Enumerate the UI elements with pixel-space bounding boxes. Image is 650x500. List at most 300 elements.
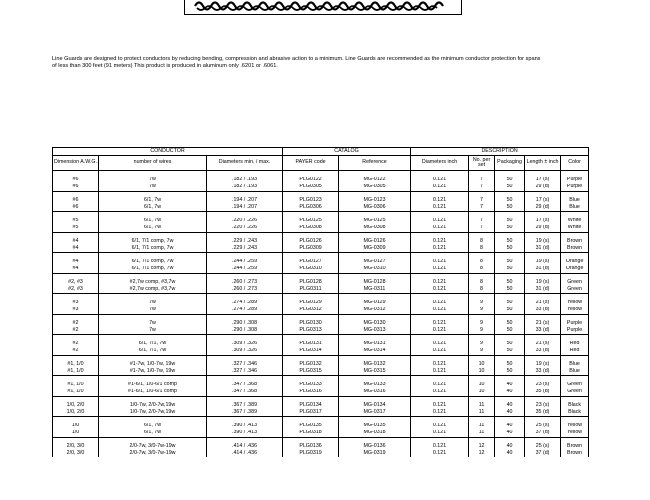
- table-cell: 10: [469, 382, 495, 389]
- table-cell: 1/0, 2/0: [53, 402, 99, 409]
- table-cell: Blue: [561, 368, 589, 376]
- column-header-diameter-inch: Diameters inch: [411, 156, 469, 171]
- table-cell: #6: [53, 197, 99, 204]
- table-cell: #2: [53, 327, 99, 335]
- table-row: [53, 382, 589, 389]
- table-cell: 7: [469, 184, 495, 192]
- table-cell: PLG0122: [283, 177, 339, 184]
- table-cell: Purple: [561, 177, 589, 184]
- table-cell: 50: [495, 341, 525, 348]
- table-cell: PLG0316: [283, 389, 339, 397]
- table-cell: 29 (d): [525, 225, 561, 233]
- table-cell: .290 / .308: [207, 327, 283, 335]
- table-row: [53, 348, 589, 356]
- table-cell: 6/1, 7/1 comp, 7w: [99, 238, 207, 245]
- table-cell: #3: [53, 307, 99, 315]
- table-cell: MG-0125: [339, 218, 411, 225]
- table-cell: 8: [469, 286, 495, 294]
- table-cell: MG-0316: [339, 389, 411, 397]
- column-header-diameters: Diameters min. / max.: [207, 156, 283, 171]
- table-cell: MG-0308: [339, 225, 411, 233]
- table-cell: Purple: [561, 320, 589, 327]
- table-row: [53, 423, 589, 430]
- table-cell: 0.121: [411, 204, 469, 212]
- table-cell: 0.121: [411, 430, 469, 438]
- table-cell: #6: [53, 204, 99, 212]
- table-cell: Green: [561, 286, 589, 294]
- table-cell: 31 (d): [525, 245, 561, 253]
- table-cell: 0.121: [411, 450, 469, 457]
- table-row: [53, 177, 589, 184]
- table-cell: 0.121: [411, 259, 469, 266]
- table-cell: MG-0129: [339, 300, 411, 307]
- table-cell: PLG0123: [283, 197, 339, 204]
- table-cell: MG-0314: [339, 348, 411, 356]
- table-cell: MG-0319: [339, 450, 411, 457]
- table-cell: Red: [561, 348, 589, 356]
- table-cell: #5: [53, 225, 99, 233]
- table-cell: Black: [561, 409, 589, 417]
- table-cell: 50: [495, 307, 525, 315]
- table-cell: MG-0315: [339, 368, 411, 376]
- table-cell: .220 / .226: [207, 218, 283, 225]
- table-cell: .327 / .346: [207, 368, 283, 376]
- table-cell: Yellow: [561, 430, 589, 438]
- table-cell: PLG0126: [283, 238, 339, 245]
- table-cell: 0.121: [411, 348, 469, 356]
- table-row: [53, 430, 589, 438]
- table-cell: 9: [469, 307, 495, 315]
- table-cell: 0.121: [411, 423, 469, 430]
- table-cell: 0.121: [411, 245, 469, 253]
- table-cell: PLG0313: [283, 327, 339, 335]
- table-cell: 10: [469, 361, 495, 368]
- table-cell: 12: [469, 443, 495, 450]
- table-cell: 8: [469, 279, 495, 286]
- table-cell: MG-0134: [339, 402, 411, 409]
- table-row: [53, 279, 589, 286]
- group-header-catalog: CATALOG: [283, 148, 411, 156]
- table-cell: 0.121: [411, 443, 469, 450]
- table-cell: PLG0319: [283, 450, 339, 457]
- table-cell: 50: [495, 218, 525, 225]
- table-row: [53, 409, 589, 417]
- table-cell: MG-0305: [339, 184, 411, 192]
- table-cell: MG-0123: [339, 197, 411, 204]
- table-cell: 6/1, 7w: [99, 197, 207, 204]
- column-header-wires: number of wires: [99, 156, 207, 171]
- table-cell: PLG0311: [283, 286, 339, 294]
- table-cell: 6/1, 7/1, 7w: [99, 348, 207, 356]
- table-cell: 8: [469, 259, 495, 266]
- table-cell: .244 / .259: [207, 259, 283, 266]
- table-cell: 35 (d): [525, 409, 561, 417]
- table-cell: MG-0310: [339, 266, 411, 274]
- table-cell: 1/0, 2/0: [53, 409, 99, 417]
- table-cell: PLG0136: [283, 443, 339, 450]
- table-cell: MG-0309: [339, 245, 411, 253]
- intro-paragraph: [52, 56, 600, 70]
- table-row: [53, 327, 589, 335]
- table-cell: Yellow: [561, 423, 589, 430]
- table-cell: 6/1, 7w: [99, 430, 207, 438]
- table-row: [53, 225, 589, 233]
- table-row: [53, 204, 589, 212]
- table-cell: MG-0133: [339, 382, 411, 389]
- table-cell: 11: [469, 409, 495, 417]
- column-header-color: Color: [561, 156, 589, 171]
- table-cell: Red: [561, 341, 589, 348]
- table-cell: 17 (s): [525, 218, 561, 225]
- table-cell: 6/1, 7/1, 7w: [99, 341, 207, 348]
- table-cell: 1/0: [53, 423, 99, 430]
- table-cell: #1, 1/0: [53, 368, 99, 376]
- table-row: [53, 341, 589, 348]
- table-cell: 7w: [99, 177, 207, 184]
- table-cell: #3: [53, 300, 99, 307]
- table-cell: .290 / .308: [207, 320, 283, 327]
- table-cell: 11: [469, 430, 495, 438]
- table-cell: .220 / .226: [207, 225, 283, 233]
- table-row: [53, 402, 589, 409]
- table-cell: 50: [495, 177, 525, 184]
- table-cell: PLG0127: [283, 259, 339, 266]
- table-cell: Orange: [561, 259, 589, 266]
- table-cell: 11: [469, 423, 495, 430]
- table-cell: 1/0-7w, 2/0-7w,19w: [99, 409, 207, 417]
- table-cell: 9: [469, 300, 495, 307]
- column-header-reference: Reference: [339, 156, 411, 171]
- table-cell: 40: [495, 402, 525, 409]
- table-cell: 0.121: [411, 402, 469, 409]
- table-cell: PLG0306: [283, 204, 339, 212]
- table-cell: PLG0309: [283, 245, 339, 253]
- table-cell: 0.121: [411, 409, 469, 417]
- table-row: [53, 259, 589, 266]
- table-cell: MG-0306: [339, 204, 411, 212]
- table-row: [53, 368, 589, 376]
- table-cell: 33 (d): [525, 348, 561, 356]
- table-cell: 0.121: [411, 197, 469, 204]
- table-row: [53, 443, 589, 450]
- table-cell: 50: [495, 279, 525, 286]
- table-cell: 9: [469, 341, 495, 348]
- table-cell: 0.121: [411, 286, 469, 294]
- table-cell: 33 (d): [525, 307, 561, 315]
- table-cell: 2/0, 3/0: [53, 450, 99, 457]
- table-cell: PLG0131: [283, 341, 339, 348]
- group-header-conductor: CONDUCTOR: [53, 148, 283, 156]
- table-cell: 9: [469, 320, 495, 327]
- table-cell: 0.121: [411, 225, 469, 233]
- column-header-dimension: Dimension A.W.G.: [53, 156, 99, 171]
- table-cell: PLG0315: [283, 368, 339, 376]
- table-cell: .182 / .193: [207, 184, 283, 192]
- table-cell: 50: [495, 368, 525, 376]
- table-cell: MG-0132: [339, 361, 411, 368]
- table-cell: MG-0317: [339, 409, 411, 417]
- table-cell: 12: [469, 450, 495, 457]
- table-cell: Yellow: [561, 307, 589, 315]
- table-cell: 0.121: [411, 177, 469, 184]
- table-row: [53, 266, 589, 274]
- table-cell: #1-7w, 1/0-7w, 19w: [99, 361, 207, 368]
- table-cell: 11: [469, 402, 495, 409]
- table-cell: 40: [495, 409, 525, 417]
- table-row: [53, 184, 589, 192]
- table-cell: #4: [53, 245, 99, 253]
- table-cell: 8: [469, 266, 495, 274]
- table-cell: 7w: [99, 307, 207, 315]
- table-cell: PLG0310: [283, 266, 339, 274]
- table-cell: #4: [53, 259, 99, 266]
- table-cell: .309 / .326: [207, 348, 283, 356]
- table-row: [53, 307, 589, 315]
- table-cell: 50: [495, 300, 525, 307]
- table-cell: 6/1, 7w: [99, 218, 207, 225]
- table-cell: Green: [561, 279, 589, 286]
- brand-logo: [184, 0, 462, 15]
- table-cell: .347 / .368: [207, 382, 283, 389]
- table-cell: #1-6/1, 1/0-6/1 comp: [99, 382, 207, 389]
- table-cell: 50: [495, 327, 525, 335]
- intro-line-1: Line Guards are designed to protect conductors by reducing bending, compression and abrasive action to a minimum. Line Guards are recommended as the minimum conductor protection for spans: [52, 56, 541, 62]
- table-cell: .194 / .207: [207, 204, 283, 212]
- table-cell: 8: [469, 238, 495, 245]
- table-cell: MG-0128: [339, 279, 411, 286]
- table-cell: PLG0125: [283, 218, 339, 225]
- table-cell: .390 / .413: [207, 423, 283, 430]
- table-cell: .327 / .346: [207, 361, 283, 368]
- table-cell: #5: [53, 218, 99, 225]
- table-cell: PLG0314: [283, 348, 339, 356]
- table-cell: 37 (d): [525, 450, 561, 457]
- table-cell: 6/1, 7w: [99, 225, 207, 233]
- table-cell: 50: [495, 286, 525, 294]
- table-cell: 0.121: [411, 238, 469, 245]
- table-cell: 0.121: [411, 368, 469, 376]
- table-cell: .194 / .207: [207, 197, 283, 204]
- table-cell: .347 / .368: [207, 389, 283, 397]
- table-cell: .244 / .259: [207, 266, 283, 274]
- table-row: [53, 320, 589, 327]
- table-cell: 19 (s): [525, 361, 561, 368]
- table-cell: #2: [53, 348, 99, 356]
- table-cell: 0.121: [411, 279, 469, 286]
- table-cell: 25 (s): [525, 443, 561, 450]
- column-header-packaging: Packaging: [495, 156, 525, 171]
- table-cell: .414 / .436: [207, 443, 283, 450]
- table-cell: .367 / .389: [207, 409, 283, 417]
- table-cell: 1/0: [53, 430, 99, 438]
- table-cell: 17 (s): [525, 177, 561, 184]
- table-row: [53, 361, 589, 368]
- table-row: [53, 450, 589, 457]
- table-cell: 6/1, 7/1 comp, 7w: [99, 266, 207, 274]
- table-row: [53, 197, 589, 204]
- table-cell: 31 (d): [525, 266, 561, 274]
- table-cell: 50: [495, 245, 525, 253]
- table-cell: 6/1, 7/1 comp, 7w: [99, 245, 207, 253]
- table-cell: Purple: [561, 327, 589, 335]
- table-cell: 2/0, 3/0: [53, 443, 99, 450]
- table-cell: Blue: [561, 197, 589, 204]
- table-cell: #1, 1/0: [53, 382, 99, 389]
- table-cell: 21 (s): [525, 320, 561, 327]
- table-cell: MG-0135: [339, 423, 411, 430]
- table-cell: 19 (s): [525, 259, 561, 266]
- table-cell: #2: [53, 320, 99, 327]
- table-cell: 23 (s): [525, 382, 561, 389]
- table-cell: .274 / .289: [207, 307, 283, 315]
- table-cell: #1, 1/0: [53, 361, 99, 368]
- table-cell: Brown: [561, 238, 589, 245]
- table-cell: MG-0313: [339, 327, 411, 335]
- table-cell: #1-6/1, 1/0-6/1 comp: [99, 389, 207, 397]
- table-cell: .260 / .273: [207, 286, 283, 294]
- table-cell: 7: [469, 225, 495, 233]
- table-cell: 2/0-7w, 3/0-7w-19w: [99, 443, 207, 450]
- table-cell: Blue: [561, 361, 589, 368]
- table-cell: 7w: [99, 300, 207, 307]
- table-cell: .229 / .243: [207, 238, 283, 245]
- table-cell: 0.121: [411, 341, 469, 348]
- table-cell: 7: [469, 177, 495, 184]
- table-cell: 9: [469, 327, 495, 335]
- table-cell: 21 (s): [525, 300, 561, 307]
- table-cell: 29 (d): [525, 204, 561, 212]
- table-cell: 40: [495, 443, 525, 450]
- table-cell: PLG0135: [283, 423, 339, 430]
- table-cell: 50: [495, 266, 525, 274]
- table-cell: White: [561, 218, 589, 225]
- table-cell: PLG0318: [283, 430, 339, 438]
- table-cell: PLG0130: [283, 320, 339, 327]
- table-cell: 40: [495, 450, 525, 457]
- table-cell: .182 / .193: [207, 177, 283, 184]
- table-cell: #1, 1/0: [53, 389, 99, 397]
- table-cell: 10: [469, 389, 495, 397]
- table-cell: 0.121: [411, 382, 469, 389]
- table-cell: 0.121: [411, 320, 469, 327]
- table-cell: 25 (s): [525, 423, 561, 430]
- table-cell: 8: [469, 245, 495, 253]
- table-row: [53, 238, 589, 245]
- table-cell: .309 / .326: [207, 341, 283, 348]
- table-cell: 0.121: [411, 218, 469, 225]
- table-cell: Brown: [561, 443, 589, 450]
- table-cell: .260 / .273: [207, 279, 283, 286]
- table-cell: #2, #3: [53, 286, 99, 294]
- table-cell: PLG0305: [283, 184, 339, 192]
- table-cell: .274 / .289: [207, 300, 283, 307]
- table-cell: .367 / .389: [207, 402, 283, 409]
- table-row: [53, 218, 589, 225]
- table-body: [53, 171, 589, 458]
- table-row: [53, 286, 589, 294]
- table-cell: #6: [53, 177, 99, 184]
- table-cell: .229 / .243: [207, 245, 283, 253]
- table-cell: #4: [53, 266, 99, 274]
- table-cell: Yellow: [561, 300, 589, 307]
- table-cell: 6/1, 7/1 comp, 7w: [99, 259, 207, 266]
- table-cell: 50: [495, 361, 525, 368]
- table-cell: 50: [495, 348, 525, 356]
- column-header-payer-code: PAYER code: [283, 156, 339, 171]
- table-cell: 23 (s): [525, 402, 561, 409]
- table-cell: 40: [495, 389, 525, 397]
- table-cell: 50: [495, 197, 525, 204]
- table-cell: 35 (d): [525, 389, 561, 397]
- table-cell: 0.121: [411, 389, 469, 397]
- table-cell: 9: [469, 348, 495, 356]
- table-cell: 50: [495, 204, 525, 212]
- table-row: [53, 300, 589, 307]
- table-cell: #2,7w comp, #3,7w: [99, 279, 207, 286]
- table-cell: 7: [469, 197, 495, 204]
- table-cell: 7: [469, 218, 495, 225]
- table-cell: Purple: [561, 184, 589, 192]
- table-cell: 40: [495, 430, 525, 438]
- table-cell: 40: [495, 423, 525, 430]
- table-cell: PLG0317: [283, 409, 339, 417]
- table-cell: 29 (d): [525, 184, 561, 192]
- table-cell: MG-0126: [339, 238, 411, 245]
- table-cell: MG-0131: [339, 341, 411, 348]
- column-header-no-per-set: No. per set: [469, 156, 495, 171]
- table-cell: Black: [561, 402, 589, 409]
- table-cell: 37 (d): [525, 430, 561, 438]
- table-cell: 0.121: [411, 361, 469, 368]
- table-cell: 10: [469, 368, 495, 376]
- table-cell: 1/0-7w, 2/0-7w,19w: [99, 402, 207, 409]
- table-cell: MG-0312: [339, 307, 411, 315]
- column-header-length: Length ± inch: [525, 156, 561, 171]
- table-cell: 7: [469, 204, 495, 212]
- table-row: [53, 245, 589, 253]
- table-cell: 50: [495, 259, 525, 266]
- table-cell: MG-0311: [339, 286, 411, 294]
- table-cell: 6/1, 7w: [99, 423, 207, 430]
- table-cell: 40: [495, 382, 525, 389]
- table-cell: PLG0128: [283, 279, 339, 286]
- table-cell: 7w: [99, 184, 207, 192]
- table-cell: #2: [53, 341, 99, 348]
- table-cell: White: [561, 225, 589, 233]
- table-cell: MG-0136: [339, 443, 411, 450]
- table-row: [53, 389, 589, 397]
- table-cell: 0.121: [411, 184, 469, 192]
- table-cell: 0.121: [411, 327, 469, 335]
- table-cell: PLG0129: [283, 300, 339, 307]
- table-cell: Brown: [561, 450, 589, 457]
- table-cell: MG-0318: [339, 430, 411, 438]
- table-cell: 19 (s): [525, 279, 561, 286]
- table-cell: PLG0308: [283, 225, 339, 233]
- table-cell: 17 (s): [525, 197, 561, 204]
- table-cell: 7w: [99, 320, 207, 327]
- table-cell: PLG0133: [283, 382, 339, 389]
- table-cell: 0.121: [411, 307, 469, 315]
- table-cell: Brown: [561, 245, 589, 253]
- table-cell: PLG0134: [283, 402, 339, 409]
- table-cell: Orange: [561, 266, 589, 274]
- table-cell: 0.121: [411, 266, 469, 274]
- table-cell: #4: [53, 238, 99, 245]
- intro-line-2: of less than 300 feet (91 meters) This product is produced in aluminum only .6201 or .6061.: [52, 63, 278, 70]
- table-cell: 50: [495, 320, 525, 327]
- table-cell: Green: [561, 382, 589, 389]
